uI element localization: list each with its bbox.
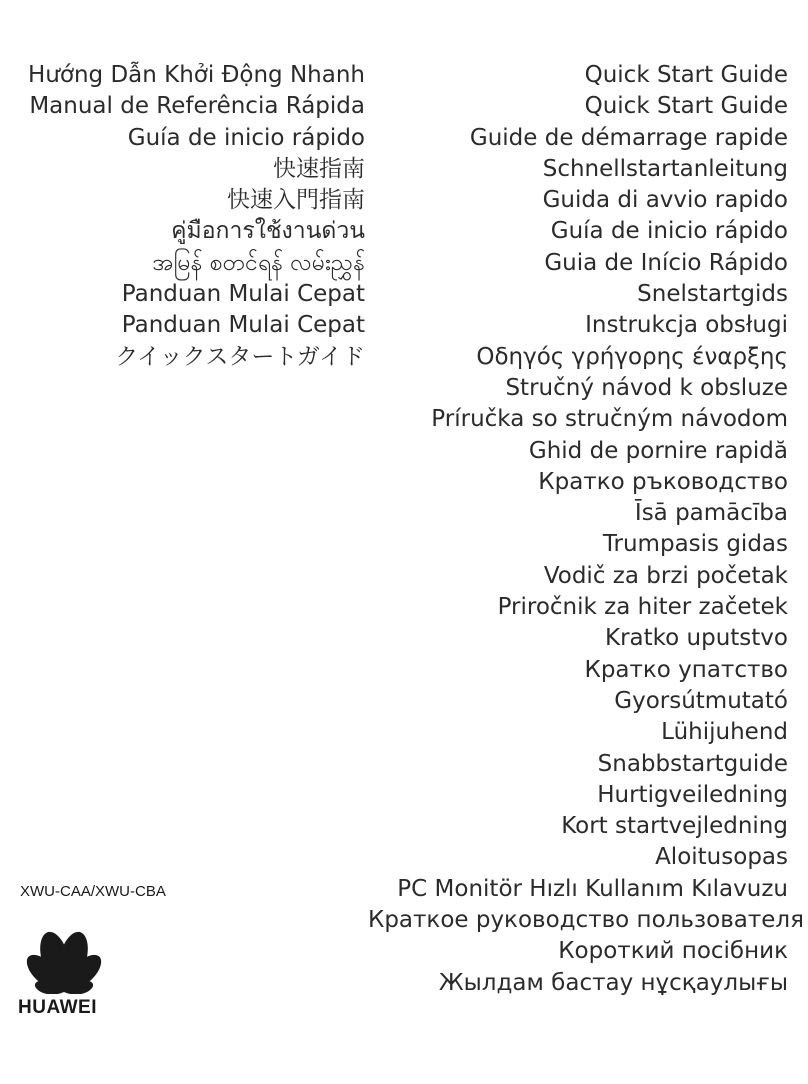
guide-title: Príručka so stručným návodom xyxy=(431,406,788,433)
guide-title: အမြန် စတင်ရန် လမ်းညွှန် xyxy=(152,249,365,276)
guide-title: 快速入門指南 xyxy=(227,187,365,214)
guide-title: Ghid de pornire rapidă xyxy=(528,437,788,464)
guide-title: Kratko uputstvo xyxy=(605,625,788,652)
guide-title: คู่มือการใช้งานด่วน xyxy=(171,218,365,245)
guide-title: Guia de Início Rápido xyxy=(544,249,788,276)
guide-title: Vodič za brzi početak xyxy=(543,562,788,589)
guide-title: Краткое руководство пользователя xyxy=(368,907,804,934)
guide-title: Жылдам бастау нұсқаулығы xyxy=(438,969,788,996)
guide-title: Οδηγός γρήγορης έναρξης xyxy=(476,343,788,370)
guide-title: PC Monitör Hızlı Kullanım Kılavuzu xyxy=(397,875,788,902)
guide-title: Кратко ръководство xyxy=(538,468,788,495)
guide-title: Instrukcja obsługi xyxy=(585,312,788,339)
guide-title: 快速指南 xyxy=(273,155,365,182)
guide-title: Guía de inicio rápido xyxy=(550,218,788,245)
guide-title: Panduan Mulai Cepat xyxy=(121,281,365,308)
guide-title: Stručný návod k obsluze xyxy=(505,374,788,401)
guide-title: Кратко упатство xyxy=(584,656,788,683)
guide-title: Īsā pamācība xyxy=(634,500,788,527)
guide-title: Guida di avvio rapido xyxy=(542,187,788,214)
guide-title: Guía de inicio rápido xyxy=(127,124,365,151)
guide-title: Schnellstartanleitung xyxy=(542,155,788,182)
guide-title: Hurtigveiledning xyxy=(597,781,788,808)
guide-title: Priročnik za hiter začetek xyxy=(497,594,788,621)
guide-title: Manual de Referência Rápida xyxy=(29,93,365,120)
guide-title: Aloitusopas xyxy=(655,844,788,871)
guide-title: Snelstartgids xyxy=(637,281,788,308)
guide-title: Kort startvejledning xyxy=(561,813,788,840)
model-number: XWU-CAA/XWU-CBA xyxy=(20,883,166,900)
guide-title: Panduan Mulai Cepat xyxy=(121,312,365,339)
titles-left-column xyxy=(5,60,365,373)
guide-title: Quick Start Guide xyxy=(584,93,788,120)
huawei-petal-logo-icon xyxy=(18,924,110,994)
guide-title: クイックスタートガイド xyxy=(115,343,365,370)
guide-title: Trumpasis gidas xyxy=(602,531,788,558)
titles-right-column xyxy=(368,60,804,999)
guide-title: Lühijuhend xyxy=(661,719,788,746)
brand-logo xyxy=(18,924,110,1019)
guide-title: Gyorsútmutató xyxy=(614,687,788,714)
guide-title: Snabbstartguide xyxy=(597,750,788,777)
guide-title: Quick Start Guide xyxy=(584,62,788,88)
guide-title: Hướng Dẫn Khởi Động Nhanh xyxy=(28,62,365,88)
brand-name: HUAWEI xyxy=(18,997,97,1018)
guide-title: Короткий посібник xyxy=(558,938,788,965)
guide-title: Guide de démarrage rapide xyxy=(469,124,788,151)
